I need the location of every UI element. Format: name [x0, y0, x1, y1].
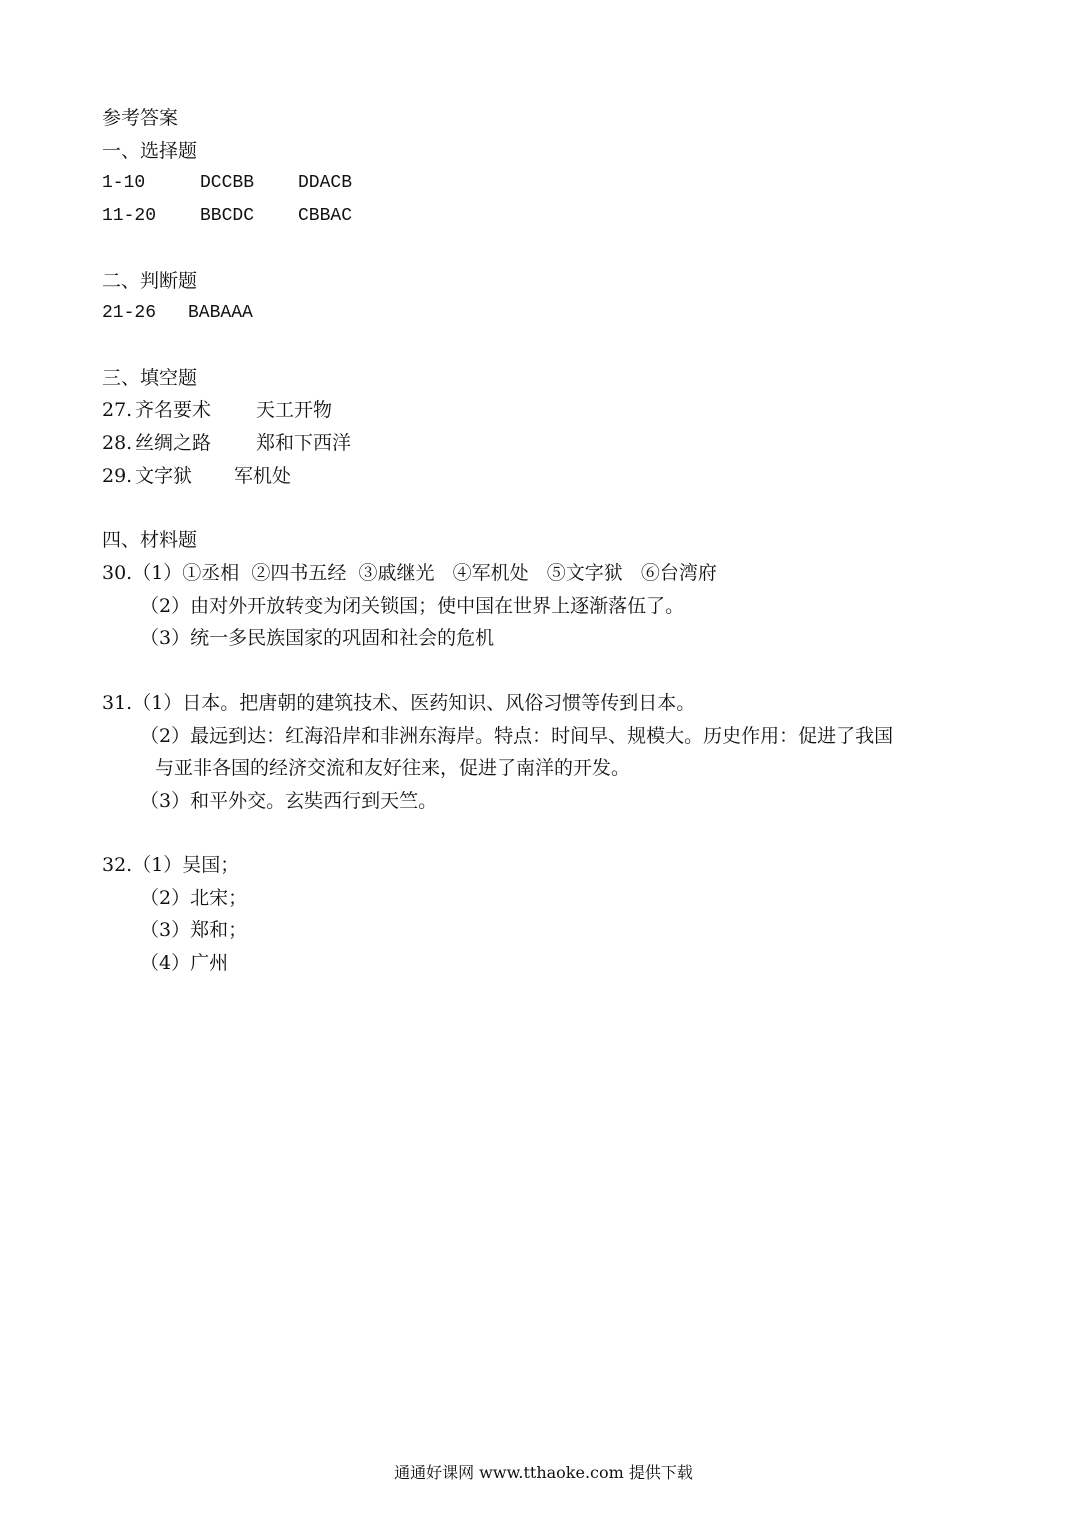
choice-answers-1a: DCCBB: [200, 173, 255, 193]
judge-answers: BABAAA: [188, 303, 253, 323]
footer-source: 通通好课网 www.tthaoke.com 提供下载: [394, 1463, 693, 1482]
q31-line-2: （2）最远到达：红海沿岸和非洲东海岸。特点：时间早、规模大。历史作用：促进了我国: [140, 725, 894, 747]
section-heading-material: 四、材料题: [102, 529, 198, 551]
choice-answers-2b: CBBAC: [298, 206, 353, 226]
q32-line-3: （3）郑和；: [140, 919, 248, 941]
fill-num-29: 29.: [102, 465, 133, 487]
choice-answers-1b: DDACB: [298, 173, 353, 193]
q32-line-2: （2）北宋；: [140, 887, 248, 909]
section-heading-choice: 一、选择题: [102, 140, 198, 162]
fill-answer-28b: 郑和下西洋: [256, 432, 352, 454]
fill-answer-29b: 军机处: [234, 465, 292, 487]
q32-line-4: （4）广州: [140, 952, 229, 974]
judge-range: 21-26: [102, 303, 157, 323]
choice-range-1: 1-10: [102, 173, 146, 193]
q30-line-1: 30.（1）①丞相 ②四书五经 ③戚继光 ④军机处 ⑤文字狱 ⑥台湾府: [102, 562, 717, 584]
q31-line-3: 与亚非各国的经济交流和友好往来，促进了南洋的开发。: [155, 757, 631, 779]
page-title: 参考答案: [102, 107, 179, 129]
section-heading-judge: 二、判断题: [102, 270, 198, 292]
fill-answer-27b: 天工开物: [256, 399, 333, 421]
fill-answer-29a: 文字狱: [135, 465, 193, 487]
q32-line-1: 32.（1）吴国；: [102, 854, 240, 876]
fill-num-27: 27.: [102, 399, 133, 421]
q31-line-4: （3）和平外交。玄奘西行到天竺。: [140, 790, 438, 812]
q30-line-2: （2）由对外开放转变为闭关锁国；使中国在世界上逐渐落伍了。: [140, 595, 685, 617]
choice-range-2: 11-20: [102, 206, 157, 226]
choice-answers-2a: BBCDC: [200, 206, 255, 226]
fill-num-28: 28.: [102, 432, 133, 454]
q31-line-1: 31.（1）日本。把唐朝的建筑技术、医药知识、风俗习惯等传到日本。: [102, 692, 696, 714]
fill-answer-28a: 丝绸之路: [135, 432, 212, 454]
q30-line-3: （3）统一多民族国家的巩固和社会的危机: [140, 627, 495, 649]
fill-answer-27a: 齐名要术: [135, 399, 212, 421]
section-heading-fill: 三、填空题: [102, 367, 198, 389]
